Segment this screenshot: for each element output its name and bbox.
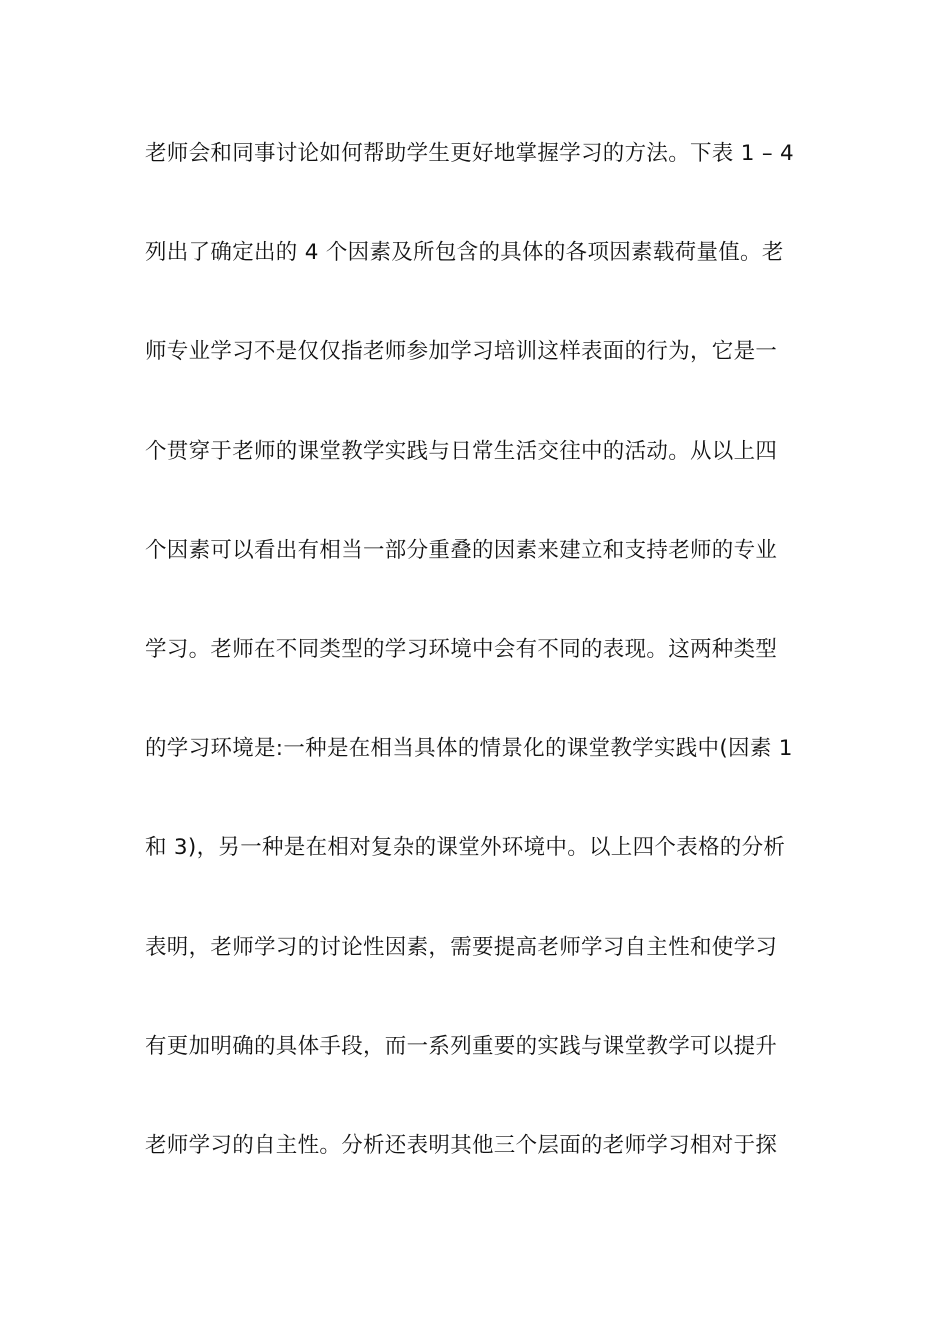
body-text [145,132,810,1223]
text-line: 个贯穿于老师的课堂教学实践与日常生活交往中的活动。从以上四 [145,438,778,464]
text-line: 学习。老师在不同类型的学习环境中会有不同的表现。这两种类型 [145,636,778,662]
text-line: 老师会和同事讨论如何帮助学生更好地掌握学习的方法。下表 1 – 4 [145,141,795,166]
text-line: 个因素可以看出有相当一部分重叠的因素来建立和支持老师的专业 [145,537,778,563]
text-line: 表明，老师学习的讨论性因素，需要提高老师学习自主性和使学习 [145,934,778,960]
text-line: 和 3)，另一种是在相对复杂的课堂外环境中。以上四个表格的分析 [145,835,786,861]
text-line: 的学习环境是:一种是在相当具体的情景化的课堂教学实践中(因素 1 [145,736,793,762]
text-line: 列出了确定出的 4 个因素及所包含的具体的各项因素载荷量值。老 [145,240,784,266]
text-line: 老师学习的自主性。分析还表明其他三个层面的老师学习相对于探 [145,1132,778,1158]
text-line: 有更加明确的具体手段，而一系列重要的实践与课堂教学可以提升 [145,1033,778,1059]
text-line: 师专业学习不是仅仅指老师参加学习培训这样表面的行为，它是一 [145,339,778,365]
